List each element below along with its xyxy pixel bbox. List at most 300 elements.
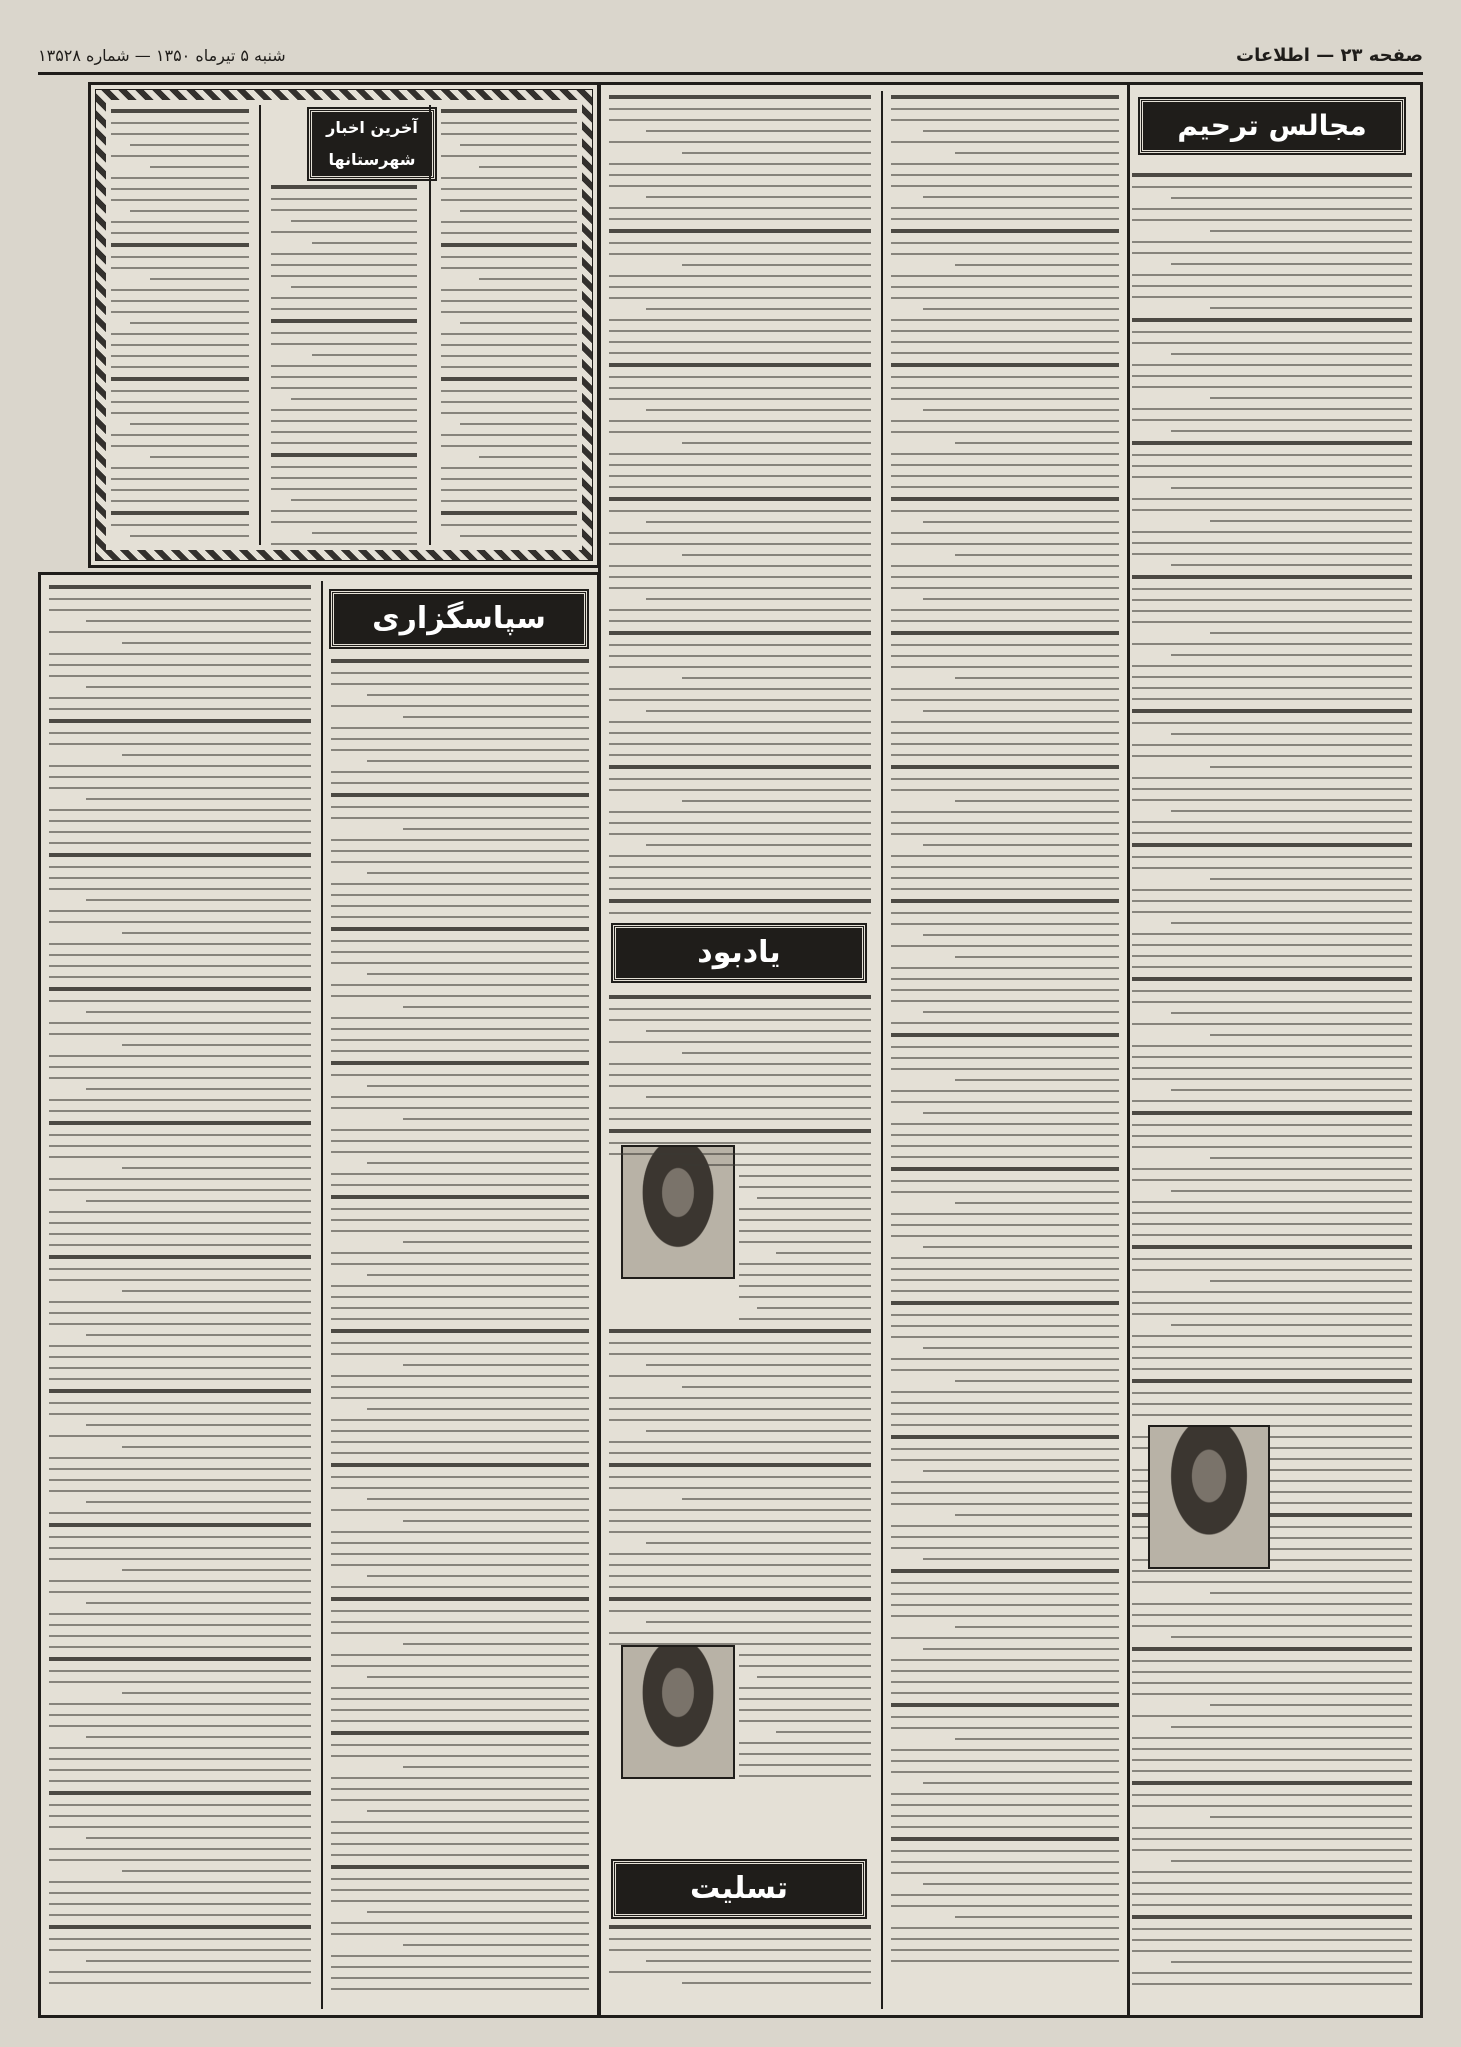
text-line	[739, 1186, 871, 1188]
text-line	[682, 1052, 871, 1054]
text-line	[1132, 722, 1412, 724]
text-line	[739, 1687, 871, 1689]
text-line	[331, 1610, 589, 1612]
text-line	[271, 209, 417, 211]
text-line	[1132, 621, 1412, 623]
text-line	[1132, 1928, 1412, 1930]
text-line	[1132, 1682, 1412, 1684]
text-line	[891, 1156, 1119, 1158]
text-line	[1132, 1135, 1412, 1137]
text-line	[441, 467, 577, 469]
text-line	[111, 489, 249, 491]
text-line	[891, 1826, 1119, 1828]
text-line	[1132, 1335, 1412, 1337]
text-line	[130, 144, 249, 146]
text-line	[331, 1720, 589, 1722]
text-line	[891, 1894, 1119, 1896]
text-line	[111, 366, 249, 368]
text-line	[891, 1435, 1119, 1439]
text-line	[331, 1184, 589, 1186]
text-line	[609, 688, 871, 690]
text-line	[609, 822, 871, 824]
text-line	[49, 609, 311, 611]
text-line	[609, 1553, 871, 1555]
text-line	[1171, 1089, 1412, 1091]
text-line	[367, 1498, 589, 1500]
text-line	[609, 486, 871, 488]
text-line	[609, 1063, 871, 1065]
text-line	[609, 1085, 871, 1087]
text-line	[955, 1079, 1119, 1081]
thanks-right-column	[331, 659, 589, 1999]
text-line	[739, 1318, 871, 1320]
text-line	[367, 760, 589, 762]
text-line	[891, 1749, 1119, 1751]
text-line	[955, 442, 1119, 444]
text-line	[403, 1118, 589, 1120]
text-line	[86, 1960, 311, 1962]
text-line	[441, 500, 577, 502]
text-line	[331, 1854, 589, 1856]
text-line	[1171, 922, 1412, 924]
text-line	[891, 1716, 1119, 1718]
text-line	[331, 927, 589, 931]
text-line	[609, 1531, 871, 1533]
text-line	[891, 644, 1119, 646]
text-line	[49, 866, 311, 868]
text-line	[891, 497, 1119, 501]
text-line	[609, 666, 871, 668]
text-line	[49, 1613, 311, 1615]
text-line	[1132, 531, 1412, 533]
text-line	[923, 598, 1119, 600]
text-line	[49, 809, 311, 811]
text-line	[271, 510, 417, 512]
text-line	[49, 585, 311, 589]
text-line	[609, 1441, 871, 1443]
text-line	[1132, 1045, 1412, 1047]
text-line	[49, 888, 311, 890]
text-line	[49, 1646, 311, 1648]
column-divider	[429, 105, 431, 545]
text-line	[609, 453, 871, 455]
text-line	[331, 1821, 589, 1823]
text-line	[739, 1753, 871, 1755]
text-line	[609, 207, 871, 209]
text-line	[739, 1764, 871, 1766]
text-line	[891, 1569, 1119, 1573]
text-line	[609, 1375, 871, 1377]
text-line	[49, 1211, 311, 1213]
text-line	[441, 133, 577, 135]
text-line	[609, 644, 871, 646]
text-line	[776, 1731, 871, 1733]
text-line	[891, 510, 1119, 512]
text-line	[331, 1777, 589, 1779]
text-line	[609, 833, 871, 835]
text-line	[682, 152, 871, 154]
text-line	[609, 699, 871, 701]
text-line	[609, 778, 871, 780]
text-line	[891, 543, 1119, 545]
text-line	[739, 1709, 871, 1711]
text-line	[111, 232, 249, 234]
text-line	[441, 366, 577, 368]
text-line	[86, 1200, 311, 1202]
text-line	[1132, 1146, 1412, 1148]
text-line	[1132, 1414, 1412, 1416]
text-line	[331, 861, 589, 863]
text-line	[1132, 900, 1412, 902]
text-line	[49, 1657, 311, 1661]
text-line	[1132, 509, 1412, 511]
text-line	[891, 1180, 1119, 1182]
text-line	[891, 888, 1119, 890]
text-line	[331, 1419, 589, 1421]
text-line	[1210, 766, 1412, 768]
text-line	[111, 445, 249, 447]
text-line	[331, 1151, 589, 1153]
text-line	[49, 1758, 311, 1760]
text-line	[739, 1654, 871, 1656]
text-line	[1132, 1827, 1412, 1829]
text-line	[49, 1769, 311, 1771]
text-line	[331, 1632, 589, 1634]
text-line	[923, 1558, 1119, 1560]
text-line	[111, 133, 249, 135]
text-line	[49, 1055, 311, 1057]
text-line	[609, 1476, 871, 1478]
text-line	[891, 1301, 1119, 1305]
text-line	[49, 732, 311, 734]
text-line	[331, 793, 589, 797]
text-line	[891, 754, 1119, 756]
text-line	[441, 300, 577, 302]
text-line	[923, 934, 1119, 936]
text-line	[739, 1296, 871, 1298]
text-line	[646, 598, 871, 600]
text-line	[891, 1336, 1119, 1338]
text-line	[122, 1569, 311, 1571]
text-line	[646, 308, 871, 310]
text-line	[891, 1402, 1119, 1404]
text-line	[1132, 1056, 1412, 1058]
text-line	[891, 1481, 1119, 1483]
text-line	[739, 1285, 871, 1287]
text-line	[739, 1230, 871, 1232]
text-line	[49, 1826, 311, 1828]
text-line	[331, 727, 589, 729]
text-line	[441, 355, 577, 357]
text-line	[891, 1582, 1119, 1584]
text-line	[1132, 911, 1412, 913]
text-line	[86, 1011, 311, 1013]
text-line	[271, 409, 417, 411]
text-line	[609, 497, 871, 501]
text-line	[111, 511, 249, 515]
text-line	[1132, 498, 1412, 500]
text-line	[86, 798, 311, 800]
text-line	[609, 1949, 871, 1951]
text-line	[1171, 1636, 1412, 1638]
text-line	[49, 820, 311, 822]
text-line	[331, 1531, 589, 1533]
text-line	[609, 352, 871, 354]
text-line	[331, 1375, 589, 1377]
text-line	[891, 1448, 1119, 1450]
text-line	[646, 710, 871, 712]
text-line	[49, 1681, 311, 1683]
text-line	[111, 267, 249, 269]
text-line	[331, 1329, 589, 1333]
text-line	[479, 456, 577, 458]
text-line	[955, 1514, 1119, 1516]
text-line	[609, 108, 871, 110]
text-line	[1132, 977, 1412, 981]
text-line	[403, 1006, 589, 1008]
text-line	[891, 1949, 1119, 1951]
text-line	[49, 1490, 311, 1492]
text-line	[891, 341, 1119, 343]
text-line	[891, 620, 1119, 622]
text-line	[49, 1804, 311, 1806]
text-line	[1132, 1067, 1412, 1069]
news-box-title: آخرین اخبار شهرستانها	[309, 109, 435, 179]
text-line	[441, 177, 577, 179]
text-line	[86, 1736, 311, 1738]
text-line	[86, 1501, 311, 1503]
text-line	[1132, 599, 1412, 601]
text-line	[271, 275, 417, 277]
text-line	[891, 1659, 1119, 1661]
text-line	[331, 1955, 589, 1957]
text-line	[757, 1676, 871, 1678]
text-line	[367, 1162, 589, 1164]
text-line	[441, 489, 577, 491]
text-line	[609, 1019, 871, 1021]
text-line	[49, 1000, 311, 1002]
text-line	[441, 243, 577, 247]
text-line	[682, 554, 871, 556]
text-line	[891, 833, 1119, 835]
text-line	[609, 576, 871, 578]
text-line	[331, 1452, 589, 1454]
text-line	[891, 1727, 1119, 1729]
text-line	[367, 973, 589, 975]
text-line	[49, 987, 311, 991]
text-line	[130, 210, 249, 212]
text-line	[646, 844, 871, 846]
text-line	[49, 1580, 311, 1582]
text-line	[891, 877, 1119, 879]
text-line	[49, 1134, 311, 1136]
text-line	[891, 1861, 1119, 1863]
text-line	[331, 916, 589, 918]
text-line	[1171, 430, 1412, 432]
text-line	[441, 478, 577, 480]
text-line	[1132, 1671, 1412, 1673]
text-line	[891, 855, 1119, 857]
text-line	[891, 1424, 1119, 1426]
text-line	[891, 1637, 1119, 1639]
text-line	[891, 1938, 1119, 1940]
condolence-notices-text	[1132, 173, 1412, 1993]
text-line	[891, 95, 1119, 99]
text-line	[1132, 1950, 1412, 1952]
text-line	[609, 1419, 871, 1421]
text-line	[955, 956, 1119, 958]
text-line	[49, 1780, 311, 1782]
text-line	[331, 1509, 589, 1511]
text-line	[49, 1301, 311, 1303]
text-line	[271, 365, 417, 367]
text-line	[891, 1536, 1119, 1538]
text-line	[49, 1121, 311, 1125]
text-line	[891, 1068, 1119, 1070]
text-line	[49, 1925, 311, 1929]
text-line	[111, 377, 249, 381]
text-line	[1132, 1368, 1412, 1370]
text-line	[49, 877, 311, 879]
text-line	[891, 218, 1119, 220]
text-line	[1132, 386, 1412, 388]
text-line	[441, 524, 577, 526]
text-line	[646, 1542, 871, 1544]
text-line	[1132, 788, 1412, 790]
text-line	[331, 1173, 589, 1175]
text-line	[609, 286, 871, 288]
text-line	[1171, 1324, 1412, 1326]
text-line	[891, 242, 1119, 244]
text-line	[891, 945, 1119, 947]
text-line	[891, 319, 1119, 321]
text-line	[1132, 1258, 1412, 1260]
text-line	[1132, 990, 1412, 992]
text-line	[331, 1252, 589, 1254]
text-line	[49, 653, 311, 655]
text-line	[891, 174, 1119, 176]
text-line	[441, 199, 577, 201]
text-line	[646, 409, 871, 411]
text-line	[891, 486, 1119, 488]
text-line	[49, 1156, 311, 1158]
text-line	[312, 242, 417, 244]
text-line	[111, 390, 249, 392]
text-line	[891, 1314, 1119, 1316]
text-line	[609, 95, 871, 99]
text-line	[609, 275, 871, 277]
text-line	[331, 1129, 589, 1131]
text-line	[891, 475, 1119, 477]
text-line	[367, 1810, 589, 1812]
text-line	[49, 1791, 311, 1795]
text-line	[739, 1665, 871, 1667]
text-line	[646, 1960, 871, 1962]
text-line	[331, 1476, 589, 1478]
text-line	[441, 445, 577, 447]
text-line	[331, 1318, 589, 1320]
text-line	[271, 297, 417, 299]
condolence-banner: مجالس ترحیم	[1140, 99, 1404, 153]
text-line	[122, 1044, 311, 1046]
text-line	[609, 1463, 871, 1467]
text-line	[891, 330, 1119, 332]
text-line	[739, 1175, 871, 1177]
text-line	[1132, 856, 1412, 858]
text-line	[331, 1096, 589, 1098]
text-line	[441, 333, 577, 335]
text-line	[291, 499, 417, 501]
text-line	[49, 1971, 311, 1973]
text-line	[923, 1347, 1119, 1349]
text-line	[122, 642, 311, 644]
text-line	[1132, 867, 1412, 869]
text-line	[49, 1881, 311, 1883]
text-line	[609, 1520, 871, 1522]
text-line	[1132, 1234, 1412, 1236]
text-line	[1132, 610, 1412, 612]
text-line	[49, 1233, 311, 1235]
text-line	[891, 778, 1119, 780]
text-line	[609, 1610, 871, 1612]
text-line	[271, 466, 417, 468]
text-line	[49, 1982, 311, 1984]
text-line	[1210, 397, 1412, 399]
text-line	[891, 789, 1119, 791]
text-line	[1210, 307, 1412, 309]
text-line	[331, 1698, 589, 1700]
text-line	[891, 811, 1119, 813]
text-line	[646, 130, 871, 132]
text-line	[49, 1703, 311, 1705]
text-line	[646, 1096, 871, 1098]
text-line	[331, 1463, 589, 1467]
text-line	[923, 1883, 1119, 1885]
text-line	[609, 1107, 871, 1109]
text-line	[1132, 744, 1412, 746]
text-line	[367, 872, 589, 874]
text-line	[49, 910, 311, 912]
text-line	[441, 155, 577, 157]
text-line	[1171, 564, 1412, 566]
text-line	[609, 1938, 871, 1940]
text-line	[682, 800, 871, 802]
memorial-text	[609, 995, 871, 1845]
text-line	[1132, 542, 1412, 544]
text-line	[49, 1892, 311, 1894]
text-line	[1132, 252, 1412, 254]
text-line	[271, 198, 417, 200]
text-line	[891, 1235, 1119, 1237]
text-line	[609, 888, 871, 890]
text-line	[49, 1938, 311, 1940]
text-line	[609, 1074, 871, 1076]
text-line	[891, 1167, 1119, 1171]
text-line	[49, 1635, 311, 1637]
text-line	[891, 1692, 1119, 1694]
text-line	[891, 464, 1119, 466]
text-line	[609, 1041, 871, 1043]
text-line	[757, 1307, 871, 1309]
text-line	[1210, 1280, 1412, 1282]
text-line	[1132, 1269, 1412, 1271]
text-line	[111, 434, 249, 436]
text-line	[111, 221, 249, 223]
text-line	[403, 1944, 589, 1946]
text-line	[891, 207, 1119, 209]
text-line	[49, 1468, 311, 1470]
text-line	[331, 1654, 589, 1656]
